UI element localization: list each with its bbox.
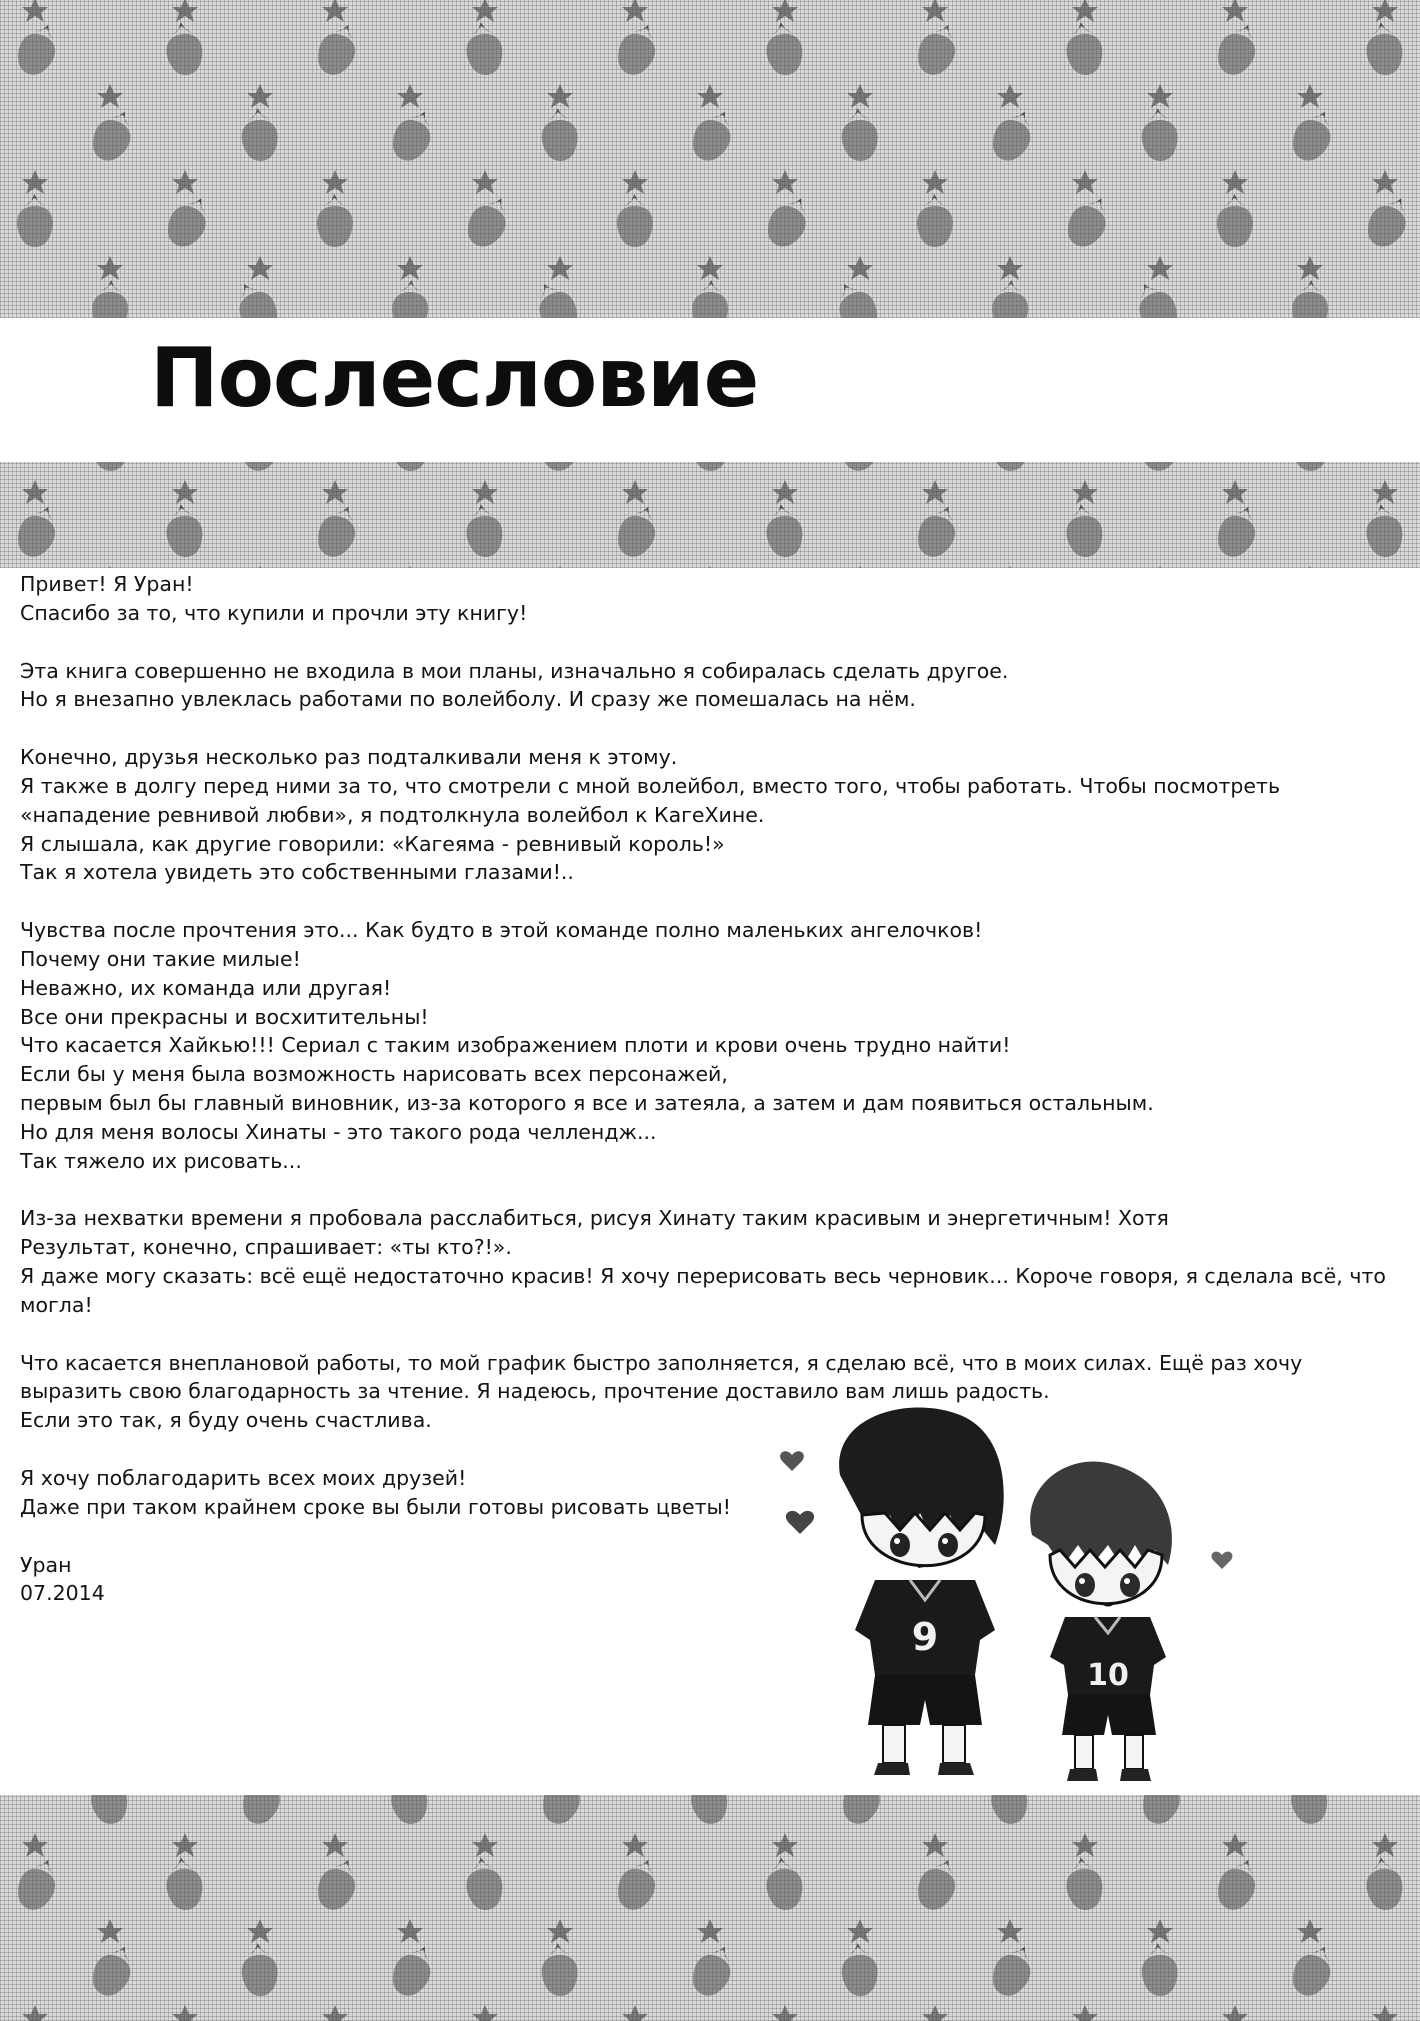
star-icon (172, 170, 198, 194)
star-icon (997, 256, 1023, 280)
star-icon (322, 1833, 348, 1857)
paragraph-time (20, 1204, 1400, 1319)
text-line: Из-за нехватки времени я пробовала расслабиться, рисуя Хинату таким красивым и энергетичным! Хотя (20, 1206, 1169, 1231)
star-icon (547, 566, 573, 568)
strawberry-icon (11, 18, 65, 81)
star-icon (697, 84, 723, 108)
star-icon (847, 566, 873, 568)
strawberry-icon (916, 194, 953, 248)
strawberry-icon (540, 107, 579, 162)
strawberry-icon (911, 18, 965, 81)
star-icon (1297, 84, 1323, 108)
strawberry-pattern-top (0, 0, 1420, 318)
star-icon (322, 480, 348, 504)
strawberry-icon (611, 1853, 665, 1916)
star-icon (622, 0, 648, 22)
star-icon (622, 2005, 648, 2021)
strawberry-icon (240, 1942, 279, 1997)
strawberry-icon (686, 104, 741, 167)
strawberry-icon (11, 1853, 65, 1916)
strawberry-icon (1211, 500, 1265, 563)
text-line: Я также в долгу перед ними за то, что смотрели с мной волейбол, вместо того, чтобы работать. Чтобы посмотреть «нападение ревнивой любви», я подтолкнула волейбол к КагеХине. (20, 773, 1281, 827)
star-icon (172, 2005, 198, 2021)
strawberry-icon (837, 462, 889, 476)
strawberry-icon (840, 1942, 879, 1997)
star-icon (772, 480, 798, 504)
text-line: Результат, конечно, спрашивает: «ты кто?!». (20, 1235, 512, 1260)
star-icon (22, 2005, 48, 2021)
star-icon (172, 480, 198, 504)
star-icon (397, 256, 423, 280)
star-icon (1147, 256, 1173, 280)
star-icon (1297, 1919, 1323, 1943)
strawberry-icon (163, 20, 205, 77)
star-icon (22, 480, 48, 504)
star-icon (1222, 2005, 1248, 2021)
star-icon (847, 256, 873, 280)
strawberry-icon (1363, 502, 1405, 559)
star-icon (247, 1919, 273, 1943)
author-name: Уран (20, 1552, 72, 1577)
strawberry-icon (316, 194, 353, 248)
star-icon (547, 84, 573, 108)
star-icon (247, 256, 273, 280)
strawberry-icon (686, 1939, 741, 2002)
strawberry-icon (528, 276, 585, 318)
star-icon (1372, 1833, 1398, 1857)
star-icon (1072, 170, 1098, 194)
star-icon (1372, 480, 1398, 504)
text-line: Неважно, их команда или другая! (20, 975, 392, 1000)
star-icon (247, 84, 273, 108)
strawberry-icon (311, 1853, 365, 1916)
paragraph-friends (20, 743, 1400, 887)
strawberry-icon (386, 104, 441, 167)
strawberry-icon (1211, 18, 1265, 81)
text-line: Если бы у меня была возможность нарисовать всех персонажей, (20, 1062, 728, 1087)
chibi-characters-image (770, 1395, 1240, 1795)
heart-icon (780, 1451, 804, 1471)
star-icon (472, 480, 498, 504)
text-line: Эта книга совершенно не входила в мои планы, изначально я собиралась сделать другое. (20, 658, 1009, 683)
heart-icon (786, 1511, 814, 1534)
strawberry-icon (1063, 20, 1105, 77)
strawberry-icon (837, 1795, 889, 1829)
strawberry-icon (237, 1795, 289, 1829)
text-line: Почему они такие милые! (20, 946, 301, 971)
text-line: Что касается Хайкью!!! Сериал с таким изображением плоти и крови очень трудно найти! (20, 1033, 1011, 1058)
strawberry-icon (991, 279, 1029, 318)
star-icon (1072, 0, 1098, 22)
strawberry-icon (237, 462, 289, 476)
star-icon (997, 566, 1023, 568)
star-icon (247, 566, 273, 568)
strawberry-icon (1286, 462, 1331, 474)
star-icon (1222, 1833, 1248, 1857)
strawberry-icon (1140, 107, 1179, 162)
strawberry-icon (686, 462, 731, 474)
text-line: Но я внезапно увлеклась работами по волейболу. И сразу же помешалась на нём. (20, 687, 916, 712)
strawberry-icon (986, 1795, 1031, 1827)
jersey-number-left: 9 (911, 1615, 939, 1659)
star-icon (22, 170, 48, 194)
star-icon (847, 84, 873, 108)
strawberry-icon (1063, 1855, 1105, 1912)
star-icon (172, 1833, 198, 1857)
text-line: Конечно, друзья несколько раз подталкивали меня к этому. (20, 745, 678, 770)
strawberry-icon (386, 462, 431, 474)
star-icon (322, 170, 348, 194)
star-icon (472, 0, 498, 22)
strawberry-icon (386, 1795, 431, 1827)
star-icon (97, 1919, 123, 1943)
page-title: Послесловие (150, 331, 759, 426)
strawberry-icon (828, 276, 885, 318)
strawberry-pattern-middle (0, 462, 1420, 568)
star-icon (772, 0, 798, 22)
star-icon (472, 2005, 498, 2021)
strawberry-icon (163, 502, 205, 559)
text-line: Так я хотела увидеть это собственными глазами!.. (20, 860, 574, 885)
character-right (1030, 1461, 1172, 1781)
pattern-band-middle (0, 462, 1420, 568)
strawberry-icon (228, 276, 285, 318)
star-icon (1072, 1833, 1098, 1857)
strawberry-icon (11, 500, 65, 563)
strawberry-icon (760, 190, 817, 254)
text-line: Я слышала, как другие говорили: «Кагеяма - ревнивый король!» (20, 831, 725, 856)
star-icon (1147, 566, 1173, 568)
paragraph-feelings (20, 916, 1400, 1175)
text-line: Чувства после прочтения это... Как будто в этой команде полно маленьких ангелочков! (20, 918, 983, 943)
star-icon (397, 84, 423, 108)
star-icon (22, 1833, 48, 1857)
strawberry-icon (311, 18, 365, 81)
strawberry-icon (1216, 194, 1253, 248)
strawberry-icon (986, 462, 1031, 474)
strawberry-icon (1063, 502, 1105, 559)
strawberry-icon (386, 1939, 441, 2002)
strawberry-icon (691, 279, 729, 318)
strawberry-icon (986, 1939, 1041, 2002)
strawberry-icon (1137, 462, 1189, 476)
strawberry-icon (1363, 20, 1405, 77)
strawberry-icon (1291, 279, 1329, 318)
strawberry-icon (160, 190, 217, 254)
strawberry-icon (463, 20, 505, 77)
star-icon (322, 0, 348, 22)
text-line: Я даже могу сказать: всё ещё недостаточно красив! Я хочу перерисовать весь черновик... Короче говоря, я сделала всё, что могла! (20, 1263, 1386, 1317)
strawberry-icon (86, 104, 141, 167)
strawberry-icon (460, 190, 517, 254)
jersey-number-right: 10 (1087, 1658, 1129, 1693)
star-icon (1372, 2005, 1398, 2021)
star-icon (1222, 170, 1248, 194)
star-icon (997, 84, 1023, 108)
star-icon (1372, 0, 1398, 22)
star-icon (772, 170, 798, 194)
star-icon (397, 1919, 423, 1943)
text-line: Но для меня волосы Хинаты - это такого рода челлендж... (20, 1119, 657, 1144)
star-icon (172, 0, 198, 22)
text-line: Что касается внеплановой работы, то мой график быстро заполняется, я сделаю всё, что в моих силах. Ещё раз хочу выразить свою благодарность за чтение. Я надеюсь, прочтение доставило вам лишь радость. (20, 1350, 1303, 1404)
strawberry-icon (91, 279, 129, 318)
strawberry-icon (86, 462, 131, 474)
star-icon (1072, 480, 1098, 504)
star-icon (847, 1919, 873, 1943)
star-icon (1222, 0, 1248, 22)
strawberry-icon (911, 1853, 965, 1916)
pattern-band-bottom (0, 1795, 1420, 2021)
strawberry-icon (763, 1855, 805, 1912)
strawberry-icon (1211, 1853, 1265, 1916)
character-left (839, 1408, 1004, 1776)
pattern-band-top (0, 0, 1420, 318)
star-icon (97, 256, 123, 280)
star-icon (547, 1919, 573, 1943)
text-line: Так тяжело их рисовать... (20, 1148, 302, 1173)
strawberry-icon (911, 500, 965, 563)
star-icon (97, 566, 123, 568)
star-icon (472, 1833, 498, 1857)
star-icon (547, 256, 573, 280)
strawberry-icon (463, 502, 505, 559)
star-icon (1147, 84, 1173, 108)
strawberry-icon (163, 1855, 205, 1912)
star-icon (772, 2005, 798, 2021)
strawberry-icon (763, 20, 805, 77)
strawberry-icon (840, 107, 879, 162)
star-icon (1372, 170, 1398, 194)
star-icon (622, 170, 648, 194)
star-icon (97, 84, 123, 108)
star-icon (697, 566, 723, 568)
strawberry-icon (16, 194, 53, 248)
strawberry-pattern-bottom (0, 1795, 1420, 2021)
strawberry-icon (1360, 190, 1417, 254)
star-icon (922, 2005, 948, 2021)
star-icon (922, 480, 948, 504)
chibi-illustration (770, 1395, 1240, 1795)
star-icon (1222, 480, 1248, 504)
star-icon (922, 1833, 948, 1857)
strawberry-icon (1363, 1855, 1405, 1912)
star-icon (397, 566, 423, 568)
star-icon (922, 170, 948, 194)
text-line: Даже при таком крайнем сроке вы были готовы рисовать цветы! (20, 1494, 731, 1519)
star-icon (472, 170, 498, 194)
strawberry-icon (1286, 1795, 1331, 1827)
star-icon (697, 256, 723, 280)
star-icon (1297, 256, 1323, 280)
paragraph-plans (20, 657, 1400, 715)
strawberry-icon (1286, 1939, 1341, 2002)
strawberry-icon (611, 18, 665, 81)
strawberry-icon (616, 194, 653, 248)
strawberry-icon (86, 1939, 141, 2002)
star-icon (322, 2005, 348, 2021)
strawberry-icon (540, 1942, 579, 1997)
text-line: первым был бы главный виновник, из-за которого я все и затеяла, а затем и дам появиться остальным. (20, 1090, 1154, 1115)
text-line: Я хочу поблагодарить всех моих друзей! (20, 1465, 467, 1490)
heart-icon (1212, 1552, 1233, 1569)
strawberry-icon (1137, 1795, 1189, 1829)
strawberry-icon (686, 1795, 731, 1827)
strawberry-icon (1060, 190, 1117, 254)
strawberry-icon (537, 1795, 589, 1829)
text-line: Привет! Я Уран! (20, 572, 194, 596)
strawberry-icon (1140, 1942, 1179, 1997)
star-icon (622, 480, 648, 504)
strawberry-icon (1286, 104, 1341, 167)
strawberry-icon (391, 279, 429, 318)
star-icon (922, 0, 948, 22)
strawberry-icon (986, 104, 1041, 167)
date: 07.2014 (20, 1581, 105, 1606)
star-icon (997, 1919, 1023, 1943)
star-icon (772, 1833, 798, 1857)
strawberry-icon (1128, 276, 1185, 318)
strawberry-icon (240, 107, 279, 162)
paragraph-greeting (20, 570, 1400, 628)
strawberry-icon (311, 500, 365, 563)
text-line: Все они прекрасны и восхитительны! (20, 1004, 429, 1029)
star-icon (622, 1833, 648, 1857)
strawberry-icon (611, 500, 665, 563)
text-line: Если это так, я буду очень счастлива. (20, 1408, 432, 1433)
star-icon (1147, 1919, 1173, 1943)
strawberry-icon (537, 462, 589, 476)
strawberry-icon (86, 1795, 131, 1827)
star-icon (1297, 566, 1323, 568)
strawberry-icon (463, 1855, 505, 1912)
star-icon (1072, 2005, 1098, 2021)
text-line: Спасибо за то, что купили и прочли эту книгу! (20, 600, 528, 625)
star-icon (22, 0, 48, 22)
strawberry-icon (763, 502, 805, 559)
star-icon (697, 1919, 723, 1943)
